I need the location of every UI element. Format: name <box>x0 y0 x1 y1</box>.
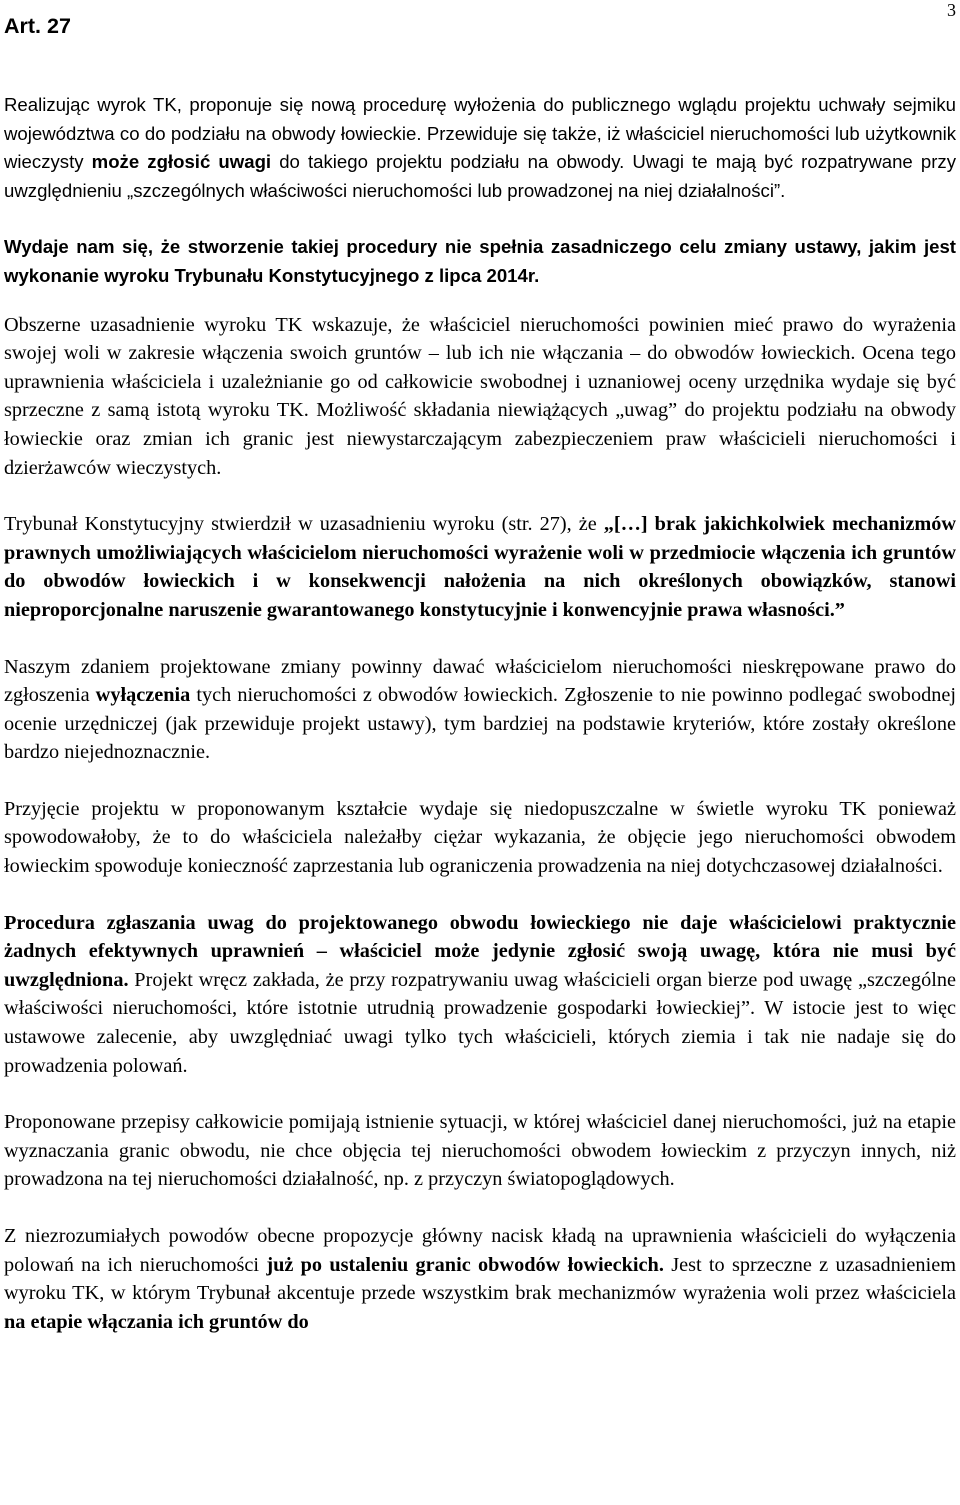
text-run: Wydaje nam się, że stworzenie takiej procedury nie spełnia zasadniczego celu zmiany ustawy, jakim jest wykonanie wyroku Trybunału Konstytucyjnego z lipca 2014r. <box>4 236 956 286</box>
text-run: Obszerne uzasadnienie wyroku TK wskazuje, że właściciel nieruchomości powinien mieć prawo do wyrażenia swojej woli w zakresie włączenia swoich gruntów – lub ich nie włączania – do obwodów łowieckich. Ocena tego uprawnienia właściciela i uzależnianie go od całkowicie swobodnej i uznaniowej oceny urzędnika wydaje się być sprzeczne z samą istotą wyroku TK. Możliwość składania niewiążących „uwag” do projektu podziału na obwody łowieckie oraz zmian ich granic jest niewystarczającym zabezpieczeniem praw właścicieli nieruchomości i dzierżawców wieczystych. <box>4 313 956 479</box>
paragraph-exclusion-timing <box>4 1222 956 1336</box>
text-run: Realizując wyrok TK, proponuje się nową procedurę wyłożenia do publicznego wglądu projektu uchwały sejmiku województwa co do podziału na obwody łowieckie. Przewiduje się także, iż właściciel nieruchomości lub użytkownik wieczysty <box>4 94 956 173</box>
text-run: Przyjęcie projektu w proponowanym kształcie wydaje się niedopuszczalne w świetle wyroku TK ponieważ spowodowałoby, że to do właściciela należałby ciężar wykazania, że objęcie jego nieruchomości obwodem łowieckim spowoduje konieczność zaprzestania lub ograniczenia prowadzenia na niej dotychczasowej działalności. <box>4 797 956 878</box>
text-run: Naszym zdaniem projektowane zmiany powinny dawać właścicielom nieruchomości nieskrępowane prawo do zgłoszenia <box>4 655 956 707</box>
page-number: 3 <box>947 0 956 20</box>
text-run: do takiego projektu podziału na obwody. Uwagi te mają być rozpatrywane przy uwzględnieniu „szczególnych właściwości nieruchomości lub prowadzonej na niej działalności”. <box>4 151 956 201</box>
emphasis-text: już po ustaleniu granic obwodów łowieckich. <box>266 1253 664 1276</box>
text-run: Z niezrozumiałych powodów obecne propozycje główny nacisk kładą na uprawnienia właścicieli do wyłączenia polowań na ich nieruchomości <box>4 1225 956 1276</box>
paragraph-our-opinion <box>4 653 956 767</box>
paragraph-procedure-proposal <box>4 91 956 205</box>
emphasis-text: na etapie włączania ich gruntów do <box>4 1310 309 1333</box>
emphasis-text: Procedura zgłaszania uwag do projektowanego obwodu łowieckiego nie daje właścicielowi praktycznie żadnych efektywnych uprawnień – właściciel może jedynie zgłosić swoją uwagę, która nie musi być uwzględniona. <box>4 911 956 991</box>
paragraph-burden-of-proof <box>4 795 956 881</box>
text-run: tych nieruchomości z obwodów łowieckich. Zgłoszenie to nie powinno podlegać swobodnej ocenie urzędniczej (jak przewiduje projekt ustawy), tym bardziej na podstawie kryteriów, które zostały określone bardzo niejednoznacznie. <box>4 684 957 764</box>
text-run: Projekt wręcz zakłada, że przy rozpatrywaniu uwag właścicieli organ bierze pod uwagę „szczególne właściwości nieruchomości, które istotnie utrudnią prowadzenie gospodarki łowieckiej”. W istocie jest to więc ustawowe zalecenie, aby uwzględniać uwagi tylko tych właścicieli, których ziemia i tak nie nadaje się do prowadzenia polowań. <box>4 968 956 1077</box>
paragraph-tribunal-quote <box>4 510 956 624</box>
text-run: Jest to sprzeczne z uzasadnieniem wyroku TK, w którym Trybunał akcentuje przede wszystkim brak mechanizmów wyrażenia woli przez właściciela <box>4 1253 956 1305</box>
paragraph-procedure-critique <box>4 909 956 1081</box>
emphasis-text: wyłączenia <box>95 684 191 707</box>
paragraph-opinion-statement <box>4 233 956 290</box>
paragraph-justification <box>4 311 956 483</box>
text-run: Trybunał Konstytucyjny stwierdził w uzasadnieniu wyroku (str. 27), że <box>4 513 604 536</box>
quoted-ruling: „[…] brak jakichkolwiek mechanizmów prawnych umożliwiających właścicielom nieruchomości wyrażenie woli w przedmiocie włączenia ich gruntów do obwodów łowieckich i w konsekwencji nałożenia na nich określonych obowiązków, stanowi nieproporcjonalne naruszenie gwarantowanego konstytucyjnie i konwencyjnie prawa własności.” <box>4 513 957 621</box>
article-heading: Art. 27 <box>4 14 71 38</box>
emphasis-text: może zgłosić uwagi <box>91 151 272 173</box>
paragraph-worldview-reasons <box>4 1108 956 1194</box>
text-run: Proponowane przepisy całkowicie pomijają istnienie sytuacji, w której właściciel danej nieruchomości, już na etapie wyznaczania granic obwodu, nie chce objęcia tej nieruchomości obwodem łowieckim z przyczyn innych, niż prowadzona na tej nieruchomości działalność, np. z przyczyn światopoglądowych. <box>4 1111 956 1191</box>
document-body <box>4 91 956 1336</box>
